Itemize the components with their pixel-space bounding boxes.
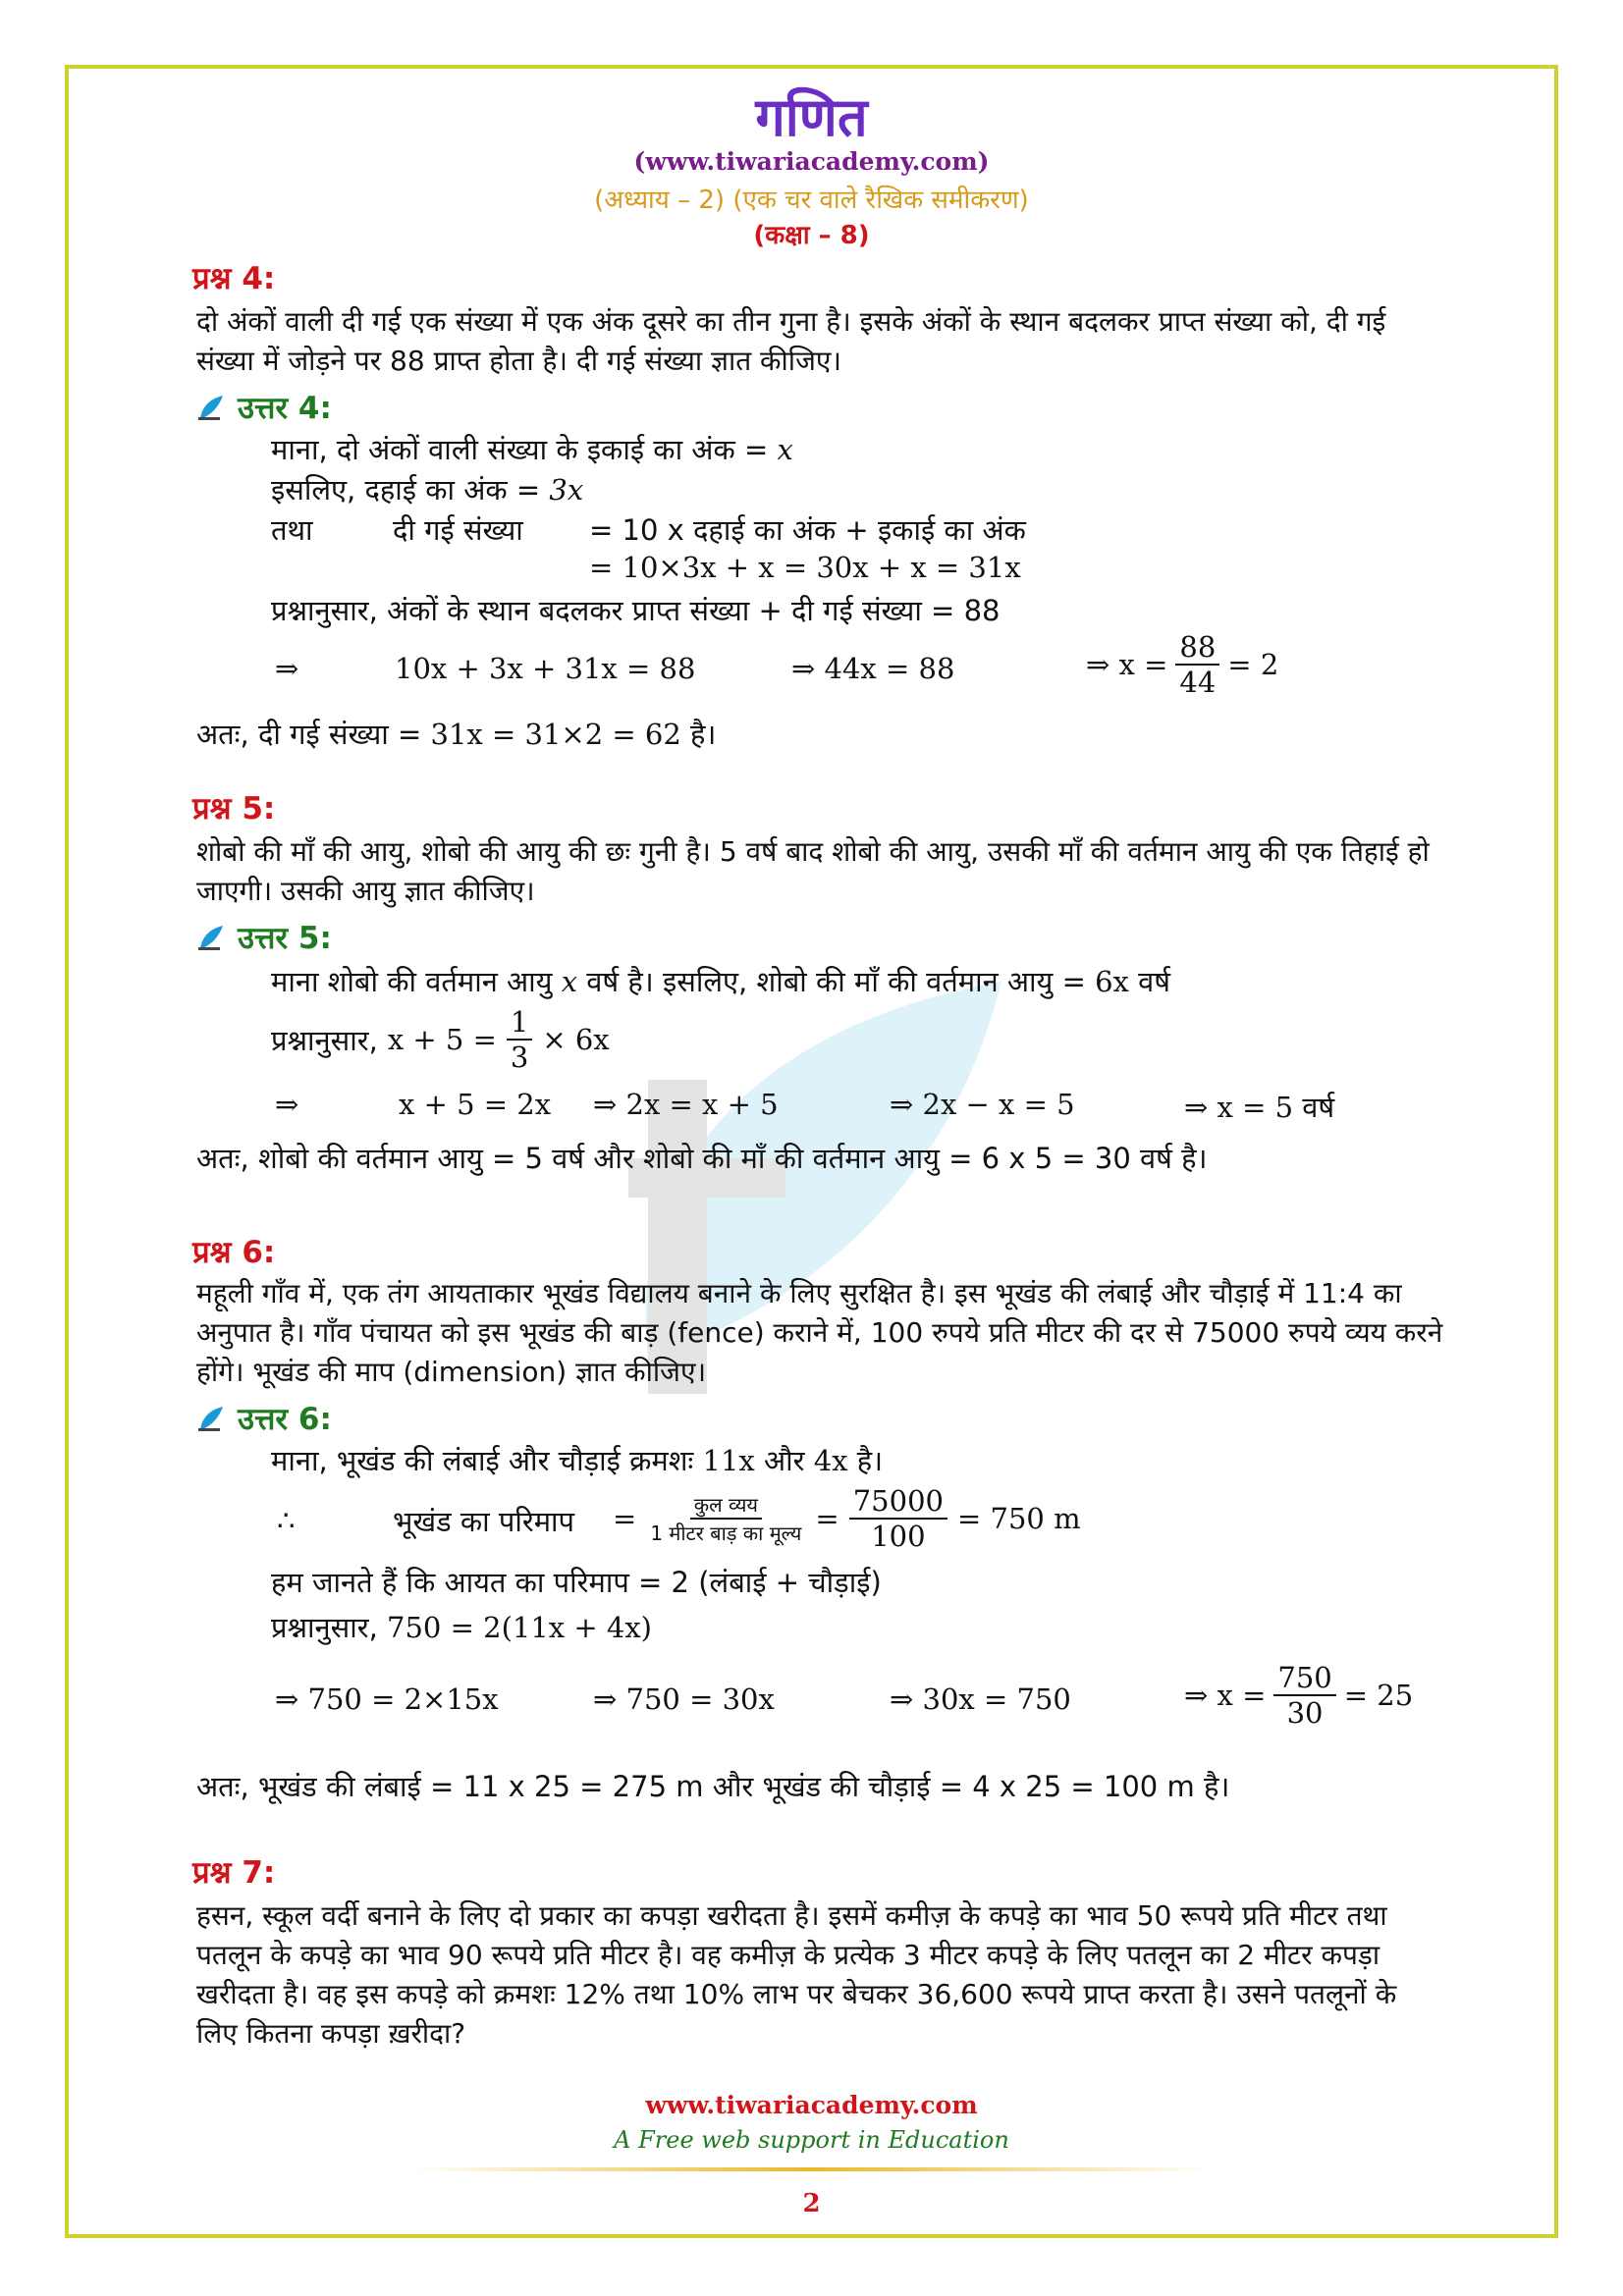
footer-tagline: A Free web support in Education	[614, 2126, 1009, 2154]
q5-eq-arrow: ⇒	[275, 1088, 299, 1121]
answer-6-label: उत्तर 6:	[238, 1402, 332, 1437]
q4-step1-text: माना, दो अंकों वाली संख्या के इकाई का अंक =	[271, 433, 769, 466]
q4-step5-text: प्रश्नानुसार, अंकों के स्थान बदलकर प्राप्त संख्या + दी गई संख्या = 88	[271, 594, 1001, 627]
q5-step1-x: x	[561, 965, 578, 998]
q4-step3-c: = 10 x दहाई का अंक + इकाई का अंक	[589, 513, 1026, 547]
q6-eq-2: ⇒ 750 = 30x	[593, 1682, 775, 1716]
q5-final-text: अतः, शोबो की वर्तमान आयु = 5 वर्ष और शोबो की माँ की वर्तमान आयु = 6 x 5 = 30 वर्ष है।	[196, 1142, 1208, 1175]
footer-divider	[412, 2167, 1211, 2171]
q6-eq-3: ⇒ 30x = 750	[890, 1682, 1071, 1716]
q4-step1-math: x	[777, 433, 793, 466]
question-6-label: प्रश्न 6:	[192, 1235, 276, 1270]
q5-eq-4: ⇒ x = 5	[1184, 1091, 1294, 1124]
q5-eq-1: x + 5 = 2x	[399, 1088, 552, 1121]
q6-step1-b: और	[763, 1444, 805, 1477]
q6-eq-1: ⇒ 750 = 2×15x	[275, 1682, 499, 1716]
q4-eq-arrow: ⇒	[275, 652, 299, 685]
q5-step1-a: माना शोबो की वर्तमान आयु	[271, 965, 553, 998]
page-title: गणित	[755, 86, 868, 148]
q4-fraction	[1175, 630, 1219, 699]
q4-final-end: है।	[690, 718, 717, 751]
answer-5-label: उत्तर 5:	[238, 921, 332, 956]
q6-fraction-x	[1273, 1661, 1335, 1730]
question-7-text: हसन, स्कूल वर्दी बनाने के लिए दो प्रकार का कपड़ा खरीदता है। इसमें कमीज़ के कपड़े का भाव 50 रूपये प्रति मीटर तथा पतलून के कपड़े का भाव 90 रूपये प्रति मीटर है। वह कमीज़ के प्रत्येक 3 मीटर कपड़े के लिए पतलून का 2 मीटर कपड़ा खरीदता है। वह इस कपड़े को क्रमशः 12% तथा 10% लाभ पर बेचकर 36,600 रूपये प्राप्त करता है। उसने पतलूनों के लिए कितना कपड़ा ख़रीदा?	[196, 1899, 1397, 2050]
q4-eq-2: ⇒ 44x = 88	[791, 652, 955, 685]
q5-step1-b: वर्ष है। इसलिए, शोबो की माँ की वर्तमान आयु =	[586, 965, 1086, 998]
q6-fraction-nums-den: 100	[871, 1520, 926, 1553]
q4-final-math: 31x = 31×2 = 62	[430, 718, 681, 751]
q6-perimeter-eq	[613, 1484, 1081, 1553]
q6-fraction-words	[646, 1491, 805, 1546]
q6-step3: हम जानते हैं कि आयत का परिमाप = 2 (लंबाई + चौड़ाई)	[271, 1566, 882, 1599]
q6-step2-eq: =	[613, 1502, 637, 1535]
q6-step4-a: प्रश्नानुसार,	[271, 1611, 378, 1644]
q4-fraction-num: 88	[1175, 630, 1219, 666]
q6-step4-b: 750 = 2(11x + 4x)	[387, 1611, 652, 1644]
q6-therefore: ∴	[277, 1504, 296, 1537]
q5-fraction-den: 3	[510, 1041, 529, 1074]
q4-fraction-den: 44	[1179, 666, 1217, 699]
page-number: 2	[802, 2189, 821, 2218]
feather-icon	[196, 1404, 226, 1433]
q5-step1-6x: 6x	[1095, 965, 1129, 998]
q6-fraction-nums-num: 75000	[849, 1484, 947, 1520]
q4-eq-1: 10x + 3x + 31x = 88	[395, 652, 696, 685]
q4-step2-math: 3x	[549, 473, 584, 507]
q5-eq-4-unit: वर्ष	[1302, 1091, 1335, 1124]
question-5-label: प्रश्न 5:	[192, 791, 276, 827]
question-6-text: महूली गाँव में, एक तंग आयताकार भूखंड विद्यालय बनाने के लिए सुरक्षित है। इस भूखंड की लंबाई और चौड़ाई में 11:4 का अनुपात है। गाँव पंचायत को इस भूखंड की बाड़ (fence) कराने में, 100 रुपये प्रति मीटर की दर से 75000 रुपये व्यय करने होंगे। भूखंड की माप (dimension) ज्ञात कीजिए।	[196, 1277, 1443, 1388]
q5-step2	[271, 1005, 610, 1074]
q4-step2-text: इसलिए, दहाई का अंक =	[271, 473, 541, 507]
q6-step2-res: = 750 m	[957, 1502, 1081, 1535]
q4-final-text: अतः, दी गई संख्या =	[196, 718, 422, 751]
chapter-label: (अध्याय – 2) (एक चर वाले रैखिक समीकरण)	[594, 186, 1029, 215]
q6-step2-a: भूखंड का परिमाप	[393, 1505, 575, 1538]
q5-eq-3: ⇒ 2x − x = 5	[890, 1088, 1075, 1121]
q5-step2-a: प्रश्नानुसार,	[271, 1023, 378, 1057]
q6-eq-4	[1184, 1661, 1413, 1730]
q6-fraction-words-num: कुल व्यय	[690, 1491, 762, 1520]
q4-step4-math: = 10×3x + x = 30x + x = 31x	[589, 551, 1021, 584]
q5-step2-c: × 6x	[542, 1023, 610, 1056]
q6-fraction-nums	[849, 1484, 947, 1553]
q6-fraction-words-den: 1 मीटर बाड़ का मूल्य	[650, 1522, 802, 1545]
answer-4-label: उत्तर 4:	[238, 391, 332, 426]
q6-step1-c: है।	[856, 1444, 884, 1477]
q6-final-text: अतः, भूखंड की लंबाई = 11 x 25 = 275 m और भूखंड की चौड़ाई = 4 x 25 = 100 m है।	[196, 1770, 1230, 1803]
question-5-text: शोबो की माँ की आयु, शोबो की आयु की छः गुनी है। 5 वर्ष बाद शोबो की आयु, उसकी माँ की वर्तमान आयु की एक तिहाई हो जाएगी। उसकी आयु ज्ञात कीजिए।	[196, 835, 1430, 907]
q5-step2-b: x + 5 =	[387, 1023, 497, 1056]
footer-site: www.tiwariacademy.com	[645, 2091, 978, 2119]
q6-eq-4-lhs: ⇒ x =	[1184, 1679, 1267, 1712]
q6-eq-4-rhs: = 25	[1343, 1679, 1414, 1712]
q4-eq-3	[1086, 630, 1278, 699]
q5-fraction-num: 1	[507, 1005, 532, 1041]
q6-step2-eq2: =	[815, 1502, 839, 1535]
header-site: (www.tiwariacademy.com)	[633, 147, 990, 176]
question-4-text: दो अंकों वाली दी गई एक संख्या में एक अंक दूसरे का तीन गुना है। इसके अंकों के स्थान बदलकर प्राप्त संख्या को, दी गई संख्या में जोड़ने पर 88 प्राप्त होता है। दी गई संख्या ज्ञात कीजिए।	[196, 305, 1386, 377]
question-7-label: प्रश्न 7:	[192, 1855, 276, 1891]
q5-step1-c: वर्ष	[1138, 965, 1171, 998]
q4-step3-b: दी गई संख्या	[393, 513, 523, 547]
q6-fraction-x-den: 30	[1286, 1696, 1324, 1730]
q4-step3-a: तथा	[271, 513, 313, 547]
class-label: (कक्षा – 8)	[753, 221, 870, 250]
feather-icon	[196, 393, 226, 422]
q5-fraction	[507, 1005, 532, 1074]
q6-step1-11x: 11x	[702, 1444, 755, 1477]
q4-eq-3-lhs: ⇒ x =	[1086, 648, 1168, 681]
q6-step1-4x: 4x	[813, 1444, 848, 1477]
feather-icon	[196, 923, 226, 952]
q6-step1-a: माना, भूखंड की लंबाई और चौड़ाई क्रमशः	[271, 1444, 694, 1477]
q6-fraction-x-num: 750	[1273, 1661, 1335, 1696]
q4-eq-3-rhs: = 2	[1227, 648, 1279, 681]
question-4-label: प्रश्न 4:	[192, 261, 276, 296]
q5-eq-2: ⇒ 2x = x + 5	[593, 1088, 779, 1121]
